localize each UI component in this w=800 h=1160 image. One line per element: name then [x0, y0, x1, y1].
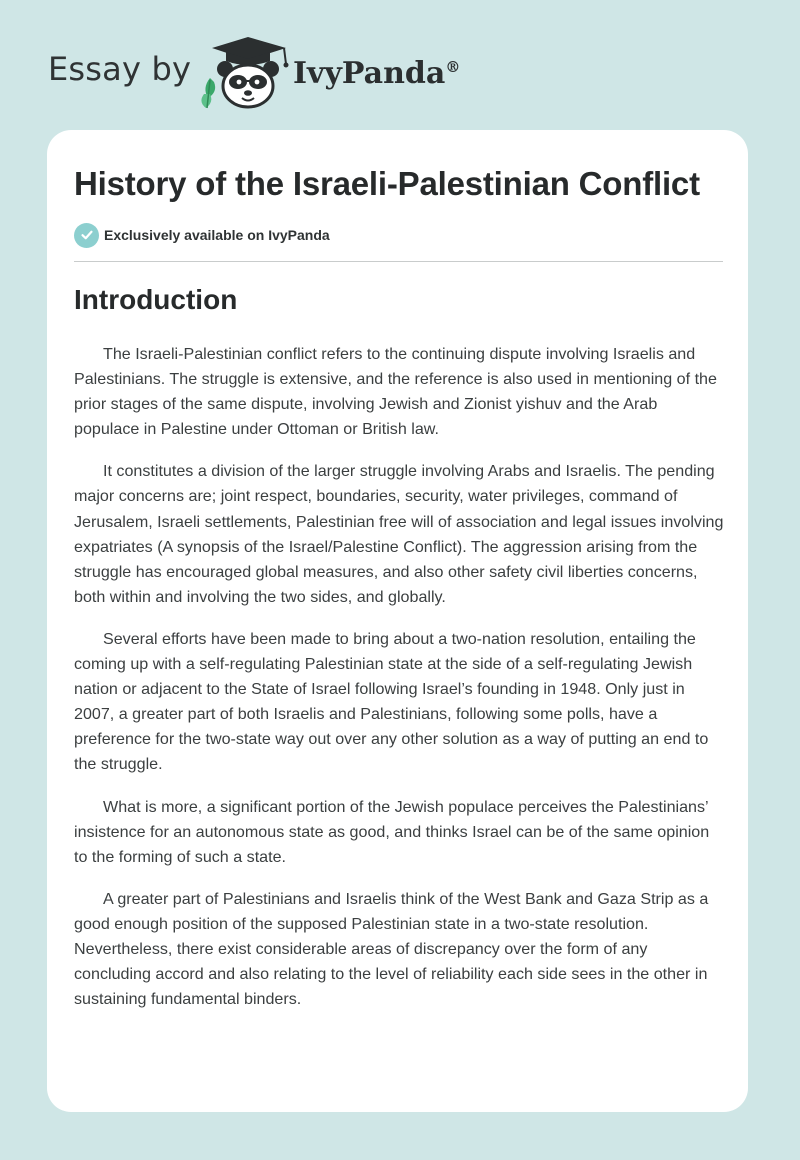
paragraph: A greater part of Palestinians and Israelis think of the West Bank and Gaza Strip as a good enough position of the supposed Palestinian state in a two-state resolution. Nevertheless, there exist considerable areas of discrepancy over the form of any concluding accord and also relating to the level of reliability each side sees in the other in sustaining fundamental binders. [74, 889, 709, 1009]
site-header [48, 34, 508, 114]
paragraph: What is more, a significant portion of the Jewish populace perceives the Palestinians’ insistence for an autonomous state as good, and thinks Israel can be of the same opinion to the forming of such a state. [74, 797, 710, 866]
panda-graduate-logo-icon[interactable] [200, 34, 292, 110]
paragraph: The Israeli-Palestinian conflict refers to the continuing dispute involving Israelis and Palestinians. The struggle is extensive, and the reference is also used in mentioning of the prior stages of the same dispute, involving Jewish and Zionist yishuv and the Arab populace in Palestine under Ottoman or British law. [74, 345, 717, 439]
exclusive-badge [74, 222, 330, 248]
exclusive-label: Exclusively available on IvyPanda [104, 227, 330, 243]
section-heading-introduction: Introduction [74, 284, 238, 315]
registered-mark: ® [445, 58, 461, 76]
essay-title: History of the Israeli-Palestinian Conflict [74, 165, 700, 202]
essay-card [47, 130, 748, 1112]
essay-body [74, 342, 724, 1029]
check-circle-icon [74, 223, 99, 248]
paragraph: Several efforts have been made to bring about a two-nation resolution, entailing the coming up with a self-regulating Palestinian state at the side of a self-regulating Jewish nation or adjacent to the State of Israel following Israel’s founding in 1948. Only just in 2007, a greater part of both Israelis and Palestinians, following some polls, have a preference for the two-state way out over any other solution as a way of putting an end to the struggle. [74, 629, 709, 774]
title-divider [74, 261, 723, 262]
paragraph: It constitutes a division of the larger struggle involving Arabs and Israelis. The pending major concerns are; joint respect, boundaries, security, water privileges, command of Jerusalem, Israeli settlements, Palestinian free will of association and legal issues involving expatriates (A synopsis of the Israel/Palestine Conflict). The aggression arising from the struggle has encouraged global measures, and also other safety civil liberties concerns, both within and involving the two sides, and globally. [74, 462, 724, 606]
brand-name[interactable] [293, 56, 460, 91]
essay-by-label: Essay by [48, 50, 192, 88]
brand-text: IvyPanda [293, 56, 446, 91]
